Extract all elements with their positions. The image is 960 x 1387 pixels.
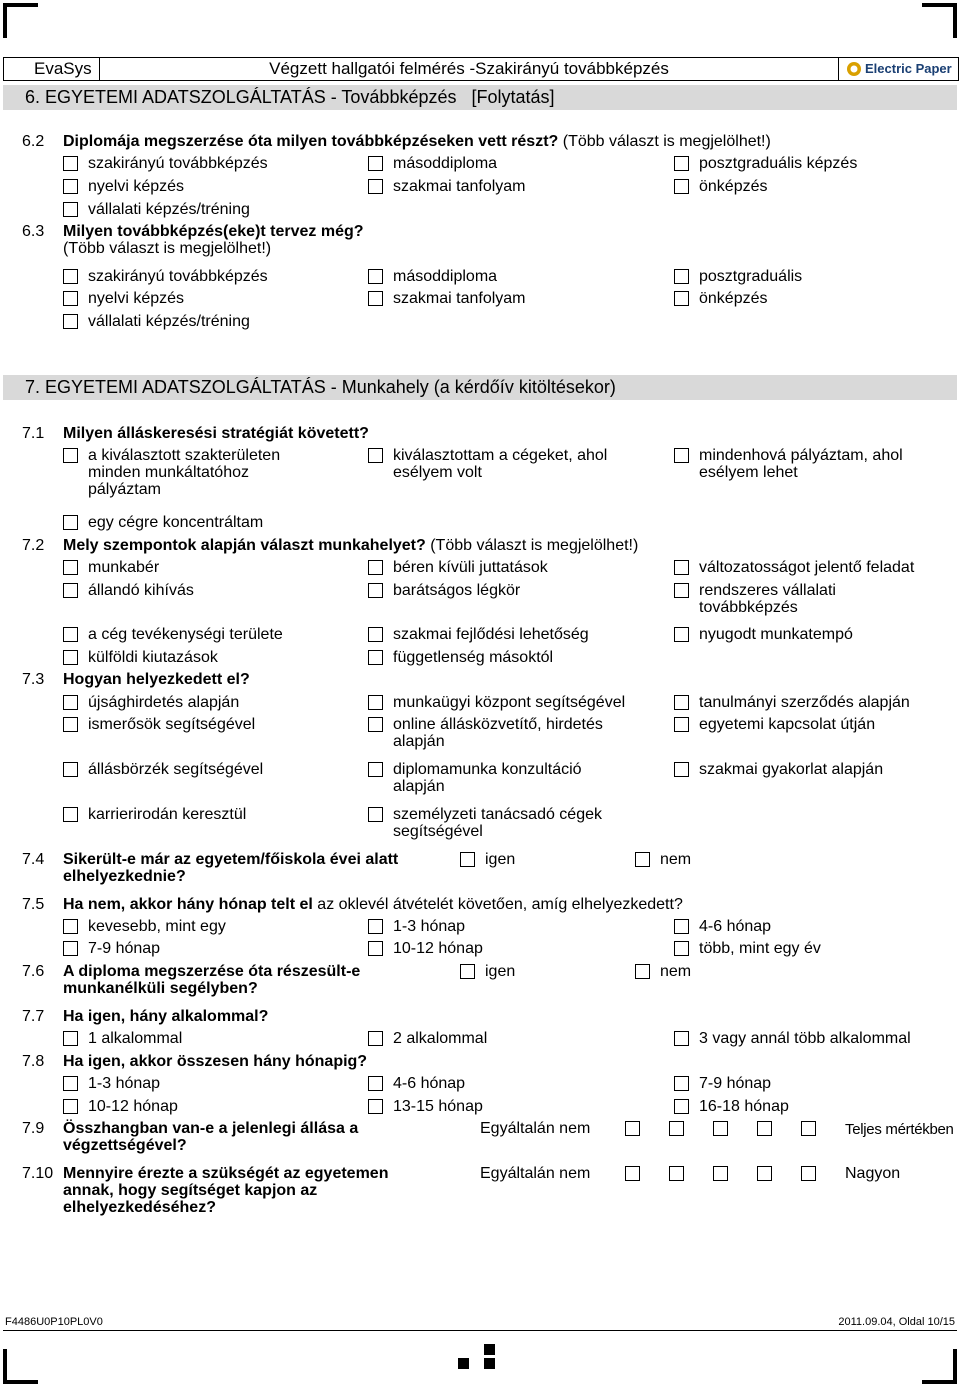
q72-option-4-checkbox[interactable] (63, 583, 78, 598)
corner-mark-bl-v (3, 1349, 7, 1384)
q-number-7-3: 7.3 (22, 671, 45, 688)
question-7-2-note: (Több választ is megjelölhet!) (425, 537, 639, 554)
q-number-6-3: 6.3 (22, 223, 45, 240)
q72-option-3-label: változatosságot jelentő feladat (699, 559, 915, 576)
q73-option-11-label: segítségével (393, 823, 483, 840)
question-7-7: Ha igen, hány alkalommal? (63, 1008, 269, 1025)
q72-option-4-label: állandó kihívás (88, 582, 194, 599)
question-6-2 (63, 133, 771, 150)
q62-option-5-label: szakmai tanfolyam (393, 178, 526, 195)
q78-option-4-checkbox[interactable] (63, 1099, 78, 1114)
q75-option-1-label: kevesebb, mint egy (88, 918, 226, 935)
q73-option-5-checkbox[interactable] (368, 717, 383, 732)
q73-option-1-label: újsághirdetés alapján (88, 694, 240, 711)
q73-option-4-label: ismerősök segítségével (88, 716, 256, 733)
q62-option-6-checkbox[interactable] (674, 179, 689, 194)
question-7-8: Ha igen, akkor összesen hány hónapig? (63, 1053, 368, 1070)
q710-scale-right: Nagyon (845, 1165, 901, 1182)
q77-option-2-checkbox[interactable] (368, 1031, 383, 1046)
q77-option-1-label: 1 alkalommal (88, 1030, 183, 1047)
corner-mark-br-v (953, 1349, 957, 1384)
section-6-title: 6. EGYETEMI ADATSZOLGÁLTATÁS - Továbbképzés [Folytatás] (25, 87, 555, 107)
q62-option-1-label: szakirányú továbbképzés (88, 155, 268, 172)
q63-option-6-label: önképzés (699, 290, 768, 307)
q75-option-5-label: 10-12 hónap (393, 940, 483, 957)
q63-option-4-label: nyelvi képzés (88, 290, 185, 307)
q62-option-6-label: önképzés (699, 178, 768, 195)
question-7-10-line2: annak, hogy segítséget kapjon az (63, 1182, 318, 1199)
corner-mark-bl-h (3, 1380, 38, 1384)
q63-option-1-checkbox[interactable] (63, 269, 78, 284)
q-number-6-2: 6.2 (22, 133, 45, 150)
question-7-10-line1: Mennyire érezte a szükségét az egyetemen (63, 1165, 389, 1182)
q63-option-7-label: vállalati képzés/tréning (88, 313, 250, 330)
q62-option-3-checkbox[interactable] (674, 156, 689, 171)
q78-option-5-label: 13-15 hónap (393, 1098, 483, 1115)
q-number-7-8: 7.8 (22, 1053, 45, 1070)
q63-option-6-checkbox[interactable] (674, 291, 689, 306)
question-7-1: Milyen álláskeresési stratégiát követett? (63, 425, 369, 442)
footer-rule (3, 1330, 957, 1331)
form-title: Végzett hallgatói felmérés -Szakirányú továbbképzés (269, 59, 669, 78)
q63-option-2-checkbox[interactable] (368, 269, 383, 284)
q73-option-1-checkbox[interactable] (63, 695, 78, 710)
q62-option-1-checkbox[interactable] (63, 156, 78, 171)
q72-option-8-checkbox[interactable] (368, 627, 383, 642)
q79-scale-checkbox-3[interactable] (713, 1121, 728, 1136)
q75-option-6-label: több, mint egy év (699, 940, 821, 957)
q-number-7-4: 7.4 (22, 851, 45, 868)
q-number-7-9: 7.9 (22, 1120, 45, 1137)
q71-option-4-checkbox[interactable] (63, 515, 78, 530)
q75-option-6-checkbox[interactable] (674, 941, 689, 956)
q63-option-2-label: másoddiploma (393, 268, 498, 285)
question-7-2 (63, 537, 638, 554)
q710-scale-checkbox-3[interactable] (713, 1166, 728, 1181)
q63-option-3-checkbox[interactable] (674, 269, 689, 284)
q75-option-5-checkbox[interactable] (368, 941, 383, 956)
q73-option-11-label: személyzeti tanácsadó cégek (393, 806, 602, 823)
section-7-title-bar (3, 375, 957, 400)
corner-mark-br-h (922, 1380, 957, 1384)
q77-option-2-label: 2 alkalommal (393, 1030, 488, 1047)
q75-option-4-label: 7-9 hónap (88, 940, 161, 957)
q-number-7-5: 7.5 (22, 896, 45, 913)
q72-option-6-label: rendszeres vállalati (699, 582, 836, 599)
question-7-10-line3: elhelyezkedéséhez? (63, 1199, 216, 1216)
q63-option-3-label: posztgraduális (699, 268, 803, 285)
question-7-4-line1: Sikerült-e már az egyetem/főiskola évei alatt (63, 851, 399, 868)
q75-option-2-checkbox[interactable] (368, 919, 383, 934)
question-7-5-bold: Ha nem, akkor hány hónap telt el (63, 896, 313, 913)
q76-option-yes-label: igen (485, 963, 516, 980)
q75-option-1-checkbox[interactable] (63, 919, 78, 934)
q73-option-8-label: alapján (393, 778, 445, 795)
q72-option-5-checkbox[interactable] (368, 583, 383, 598)
q78-option-3-checkbox[interactable] (674, 1076, 689, 1091)
q74-option-no-checkbox[interactable] (635, 852, 650, 867)
q710-scale-checkbox-5[interactable] (801, 1166, 816, 1181)
q72-option-9-label: nyugodt munkatempó (699, 626, 853, 643)
corner-mark-tl-h (3, 3, 38, 7)
q73-option-7-label: állásbörzék segítségével (88, 761, 264, 778)
logo-text: Electric Paper (865, 61, 952, 76)
q62-option-4-label: nyelvi képzés (88, 178, 185, 195)
scan-mark (484, 1358, 495, 1369)
q72-option-8-label: szakmai fejlődési lehetőség (393, 626, 589, 643)
q71-option-2-label: esélyem volt (393, 464, 482, 481)
q73-option-8-label: diplomamunka konzultáció (393, 761, 582, 778)
q73-option-9-checkbox[interactable] (674, 762, 689, 777)
q710-scale-checkbox-4[interactable] (757, 1166, 772, 1181)
q710-scale-checkbox-2[interactable] (669, 1166, 684, 1181)
question-6-2-note: (Több választ is megjelölhet!) (558, 133, 771, 150)
q63-option-4-checkbox[interactable] (63, 291, 78, 306)
q72-option-3-checkbox[interactable] (674, 560, 689, 575)
q78-option-5-checkbox[interactable] (368, 1099, 383, 1114)
section-6-title-bar (3, 85, 957, 110)
question-7-2-bold: Mely szempontok alapján választ munkahelyet? (63, 537, 426, 554)
q76-option-yes-checkbox[interactable] (460, 964, 475, 979)
q79-scale-checkbox-1[interactable] (625, 1121, 640, 1136)
q71-option-1-label: minden munkáltatóhoz (88, 464, 249, 481)
q71-option-1-label: pályáztam (88, 481, 161, 498)
q73-option-2-checkbox[interactable] (368, 695, 383, 710)
question-6-2-bold: Diplomája megszerzése óta milyen továbbképzéseken vett részt? (63, 133, 559, 150)
q71-option-3-checkbox[interactable] (674, 448, 689, 463)
q62-option-5-checkbox[interactable] (368, 179, 383, 194)
q63-option-1-label: szakirányú továbbképzés (88, 268, 268, 285)
section-7-title: 7. EGYETEMI ADATSZOLGÁLTATÁS - Munkahely (a kérdőív kitöltésekor) (25, 377, 616, 397)
q78-option-6-label: 16-18 hónap (699, 1098, 789, 1115)
q73-option-10-label: karrierirodán keresztül (88, 806, 247, 823)
q73-option-10-checkbox[interactable] (63, 807, 78, 822)
q71-option-3-label: mindenhová pályáztam, ahol (699, 447, 903, 464)
question-7-4-line2: elhelyezkednie? (63, 868, 186, 885)
q72-option-9-checkbox[interactable] (674, 627, 689, 642)
q-number-7-2: 7.2 (22, 537, 45, 554)
app-name: EvaSys (34, 59, 92, 78)
q62-option-2-label: másoddiploma (393, 155, 498, 172)
q63-option-5-checkbox[interactable] (368, 291, 383, 306)
q73-option-2-label: munkaügyi központ segítségével (393, 694, 626, 711)
q77-option-3-label: 3 vagy annál több alkalommal (699, 1030, 911, 1047)
q73-option-7-checkbox[interactable] (63, 762, 78, 777)
q-number-7-10: 7.10 (22, 1165, 54, 1182)
question-7-9-line1: Összhangban van-e a jelenlegi állása a (63, 1120, 359, 1137)
question-7-3: Hogyan helyezkedett el? (63, 671, 250, 688)
q72-option-1-label: munkabér (88, 559, 160, 576)
q71-option-2-checkbox[interactable] (368, 448, 383, 463)
q78-option-2-label: 4-6 hónap (393, 1075, 466, 1092)
q710-scale-checkbox-1[interactable] (625, 1166, 640, 1181)
q63-option-7-checkbox[interactable] (63, 314, 78, 329)
question-7-6-line2: munkanélküli segélyben? (63, 980, 258, 997)
q710-scale-left: Egyáltalán nem (480, 1165, 591, 1182)
q71-option-2-label: kiválasztottam a cégeket, ahol (393, 447, 608, 464)
q75-option-2-label: 1-3 hónap (393, 918, 466, 935)
logo-icon (846, 61, 862, 77)
scan-mark (484, 1344, 495, 1355)
q72-option-2-checkbox[interactable] (368, 560, 383, 575)
q72-option-10-label: külföldi kiutazások (88, 649, 218, 666)
q72-option-2-label: béren kívüli juttatások (393, 559, 548, 576)
q62-option-3-label: posztgraduális képzés (699, 155, 858, 172)
q71-option-1-label: a kiválasztott szakterületen (88, 447, 281, 464)
question-7-5 (63, 896, 683, 913)
q73-option-5-label: online állásközvetítő, hirdetés (393, 716, 603, 733)
q73-option-3-label: tanulmányi szerződés alapján (699, 694, 910, 711)
q71-option-4-label: egy cégre koncentráltam (88, 514, 264, 531)
q75-option-3-label: 4-6 hónap (699, 918, 772, 935)
q72-option-1-checkbox[interactable] (63, 560, 78, 575)
q73-option-6-label: egyetemi kapcsolat útján (699, 716, 876, 733)
q71-option-1-checkbox[interactable] (63, 448, 78, 463)
q73-option-4-checkbox[interactable] (63, 717, 78, 732)
q79-scale-checkbox-5[interactable] (801, 1121, 816, 1136)
q78-option-1-label: 1-3 hónap (88, 1075, 161, 1092)
q78-option-3-label: 7-9 hónap (699, 1075, 772, 1092)
q77-option-3-checkbox[interactable] (674, 1031, 689, 1046)
q73-option-11-checkbox[interactable] (368, 807, 383, 822)
q72-option-11-label: függetlenség másoktól (393, 649, 554, 666)
q77-option-1-checkbox[interactable] (63, 1031, 78, 1046)
q72-option-6-checkbox[interactable] (674, 583, 689, 598)
q73-option-5-label: alapján (393, 733, 445, 750)
q72-option-7-checkbox[interactable] (63, 627, 78, 642)
scan-mark (458, 1358, 469, 1369)
q72-option-6-label: továbbképzés (699, 599, 798, 616)
q74-option-yes-checkbox[interactable] (460, 852, 475, 867)
q74-option-yes-label: igen (485, 851, 516, 868)
q79-scale-checkbox-2[interactable] (669, 1121, 684, 1136)
q78-option-1-checkbox[interactable] (63, 1076, 78, 1091)
q76-option-no-checkbox[interactable] (635, 964, 650, 979)
q79-scale-checkbox-4[interactable] (757, 1121, 772, 1136)
q73-option-8-checkbox[interactable] (368, 762, 383, 777)
question-7-5-note: az oklevél átvételét követően, amíg elhelyezkedett? (312, 896, 683, 913)
q76-option-no-label: nem (660, 963, 692, 980)
corner-mark-tr-v (953, 3, 957, 38)
question-7-6-line1: A diploma megszerzése óta részesült-e (63, 963, 361, 980)
q63-option-5-label: szakmai tanfolyam (393, 290, 526, 307)
q72-option-5-label: barátságos légkör (393, 582, 521, 599)
q62-option-7-label: vállalati képzés/tréning (88, 201, 250, 218)
question-6-3: Milyen továbbképzés(eke)t tervez még? (63, 223, 364, 240)
page-info: 2011.09.04, Oldal 10/15 (838, 1316, 955, 1328)
q-number-7-1: 7.1 (22, 425, 45, 442)
q78-option-4-label: 10-12 hónap (88, 1098, 178, 1115)
q78-option-2-checkbox[interactable] (368, 1076, 383, 1091)
q73-option-6-checkbox[interactable] (674, 717, 689, 732)
corner-mark-tl-v (3, 3, 7, 38)
q79-scale-right: Teljes mértékben (845, 1121, 954, 1138)
form-code: F4486U0P10PL0V0 (5, 1316, 103, 1328)
q-number-7-7: 7.7 (22, 1008, 45, 1025)
q78-option-6-checkbox[interactable] (674, 1099, 689, 1114)
q73-option-3-checkbox[interactable] (674, 695, 689, 710)
q-number-7-6: 7.6 (22, 963, 45, 980)
corner-mark-tr-h (922, 3, 957, 7)
q62-option-4-checkbox[interactable] (63, 179, 78, 194)
q62-option-7-checkbox[interactable] (63, 202, 78, 217)
question-7-9-line2: végzettségével? (63, 1137, 187, 1154)
q75-option-4-checkbox[interactable] (63, 941, 78, 956)
q74-option-no-label: nem (660, 851, 692, 868)
q73-option-9-label: szakmai gyakorlat alapján (699, 761, 884, 778)
q75-option-3-checkbox[interactable] (674, 919, 689, 934)
q72-option-11-checkbox[interactable] (368, 650, 383, 665)
q72-option-7-label: a cég tevékenységi területe (88, 626, 283, 643)
q72-option-10-checkbox[interactable] (63, 650, 78, 665)
question-6-3-note: (Több választ is megjelölhet!) (63, 240, 272, 257)
q62-option-2-checkbox[interactable] (368, 156, 383, 171)
form-header (3, 57, 959, 81)
q79-scale-left: Egyáltalán nem (480, 1120, 591, 1137)
q71-option-3-label: esélyem lehet (699, 464, 798, 481)
